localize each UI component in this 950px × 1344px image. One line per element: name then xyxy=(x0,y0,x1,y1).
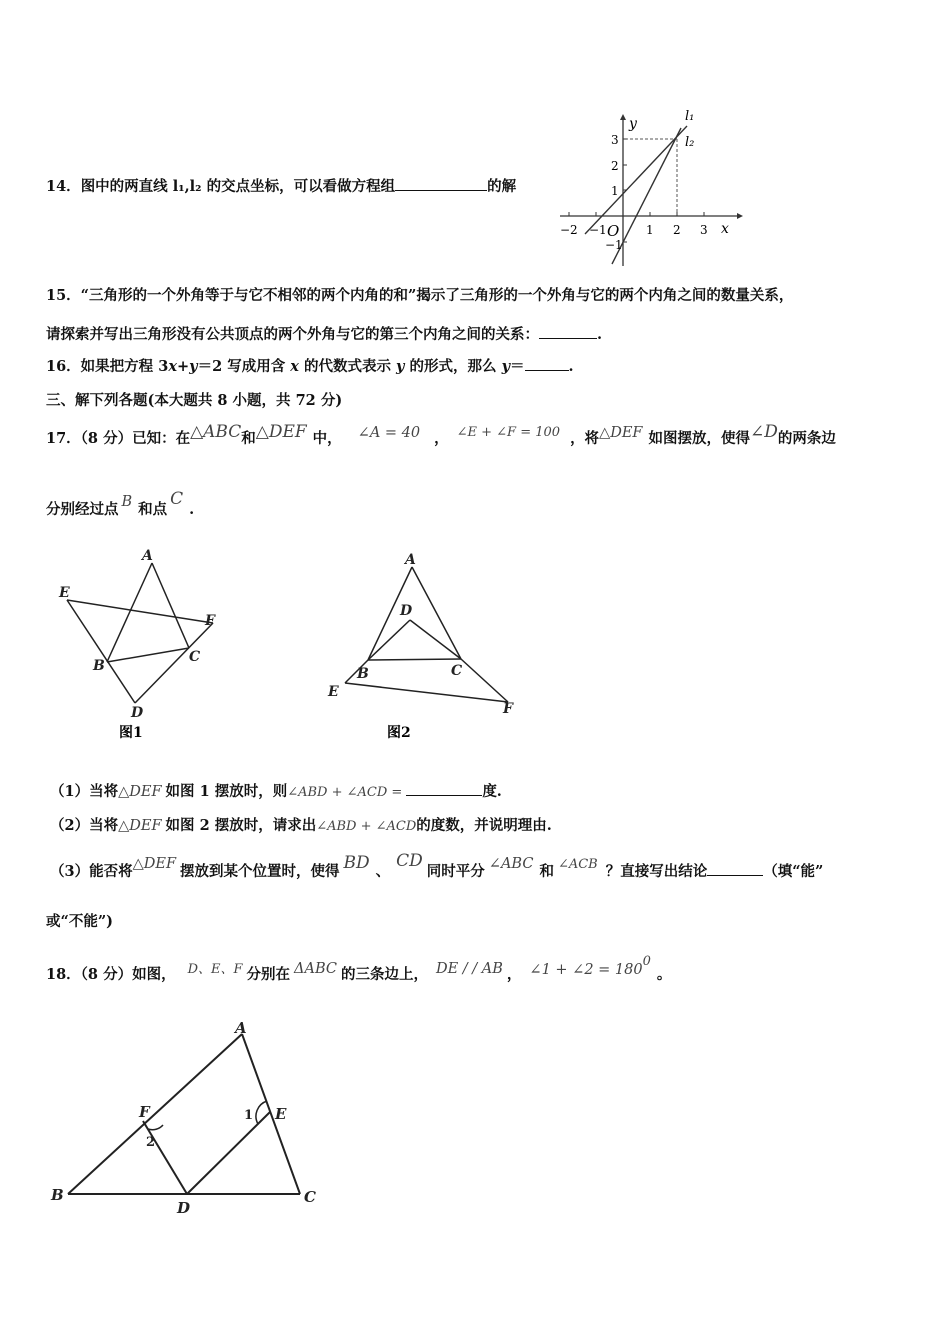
q17-p3-angle-acb: ∠ACB xyxy=(557,857,598,872)
q18-end: 。 xyxy=(656,965,672,983)
q17-p2-expr: ∠ABD + ∠ACD xyxy=(316,819,417,834)
q14-y-tick: 3 xyxy=(611,133,619,147)
fig2-label-a: A xyxy=(405,552,416,568)
fig1-label-f: F xyxy=(205,613,215,629)
q17-point-c: C xyxy=(170,489,184,509)
q14-text-b: 的交点坐标，可以看做方程组 xyxy=(201,178,396,195)
question-15-line-2 xyxy=(46,325,602,345)
q17-p2-text-a: （2）当将 xyxy=(50,817,119,834)
q14-y-tick: 2 xyxy=(611,159,619,173)
q14-x-tick: −1 xyxy=(589,223,607,237)
q16-var-y: y xyxy=(189,358,198,375)
q17-angle-d: ∠D xyxy=(750,422,778,442)
q17-comma: ， xyxy=(434,430,449,447)
q14-origin-label: O xyxy=(607,222,620,240)
fig18-label-c: C xyxy=(304,1188,316,1206)
q17-p1-expr: ∠ABD + ∠ACD = xyxy=(287,785,403,800)
q17-p1-text-c: 度. xyxy=(482,783,502,800)
q14-x-tick: 1 xyxy=(646,223,654,237)
q17-line2-text: 分别经过点 xyxy=(46,501,119,518)
q18-text-a: 分别在 xyxy=(246,965,291,983)
q17-end: 的两条边 xyxy=(777,430,836,447)
section-3-heading: 三、解下列各题(本大题共 8 小题，共 72 分) xyxy=(46,392,343,409)
q14-number: 14． xyxy=(46,178,81,195)
fig1-label-b: B xyxy=(93,658,105,674)
q17-p2-text-c: 的度数，并说明理由. xyxy=(416,817,552,834)
question-18 xyxy=(46,954,672,989)
q16-period: . xyxy=(568,358,574,375)
q17-p3-text-d: ？直接写出结论 xyxy=(605,863,708,880)
q17-triangle-def-2: △DEF xyxy=(599,425,643,441)
q17-p1-text-a: （1）当将 xyxy=(50,783,119,800)
question-16 xyxy=(46,357,574,377)
fig18-label-e: E xyxy=(275,1105,287,1123)
q14-x-label: x xyxy=(721,221,729,237)
fig2-label-f: F xyxy=(503,701,513,717)
q17-he: 和点 xyxy=(138,501,168,518)
q17-jiang: ，将 xyxy=(570,430,600,447)
q17-part-1 xyxy=(50,782,502,803)
question-15-line-1: 15．“三角形的一个外角等于与它不相邻的两个内角的和”揭示了三角形的一个外角与它的两个内角之间的数量关系， xyxy=(46,287,794,304)
q14-y-arrow xyxy=(620,114,626,120)
q15-text: 请探索并写出三角形没有公共顶点的两个外角与它的第三个内角之间的关系： xyxy=(46,326,539,343)
fig1-label-e: E xyxy=(59,585,70,601)
q16-var-x: x xyxy=(168,358,177,375)
q17-part-2 xyxy=(50,816,552,837)
q16-var-y: y xyxy=(501,358,511,375)
q14-l1-label: l₁ xyxy=(685,109,695,124)
q14-graph xyxy=(555,106,750,271)
q17-angle-a: ∠A = 40 xyxy=(357,425,421,441)
q17-p2-triangle: △DEF xyxy=(118,818,162,834)
q17-p1-answer-blank[interactable] xyxy=(406,795,482,796)
fig2-label-e: E xyxy=(328,684,339,700)
fig18-angle-2: 2 xyxy=(146,1135,156,1150)
fig1-label-a: A xyxy=(142,548,153,564)
q17-rest: 如图摆放，使得 xyxy=(648,430,750,447)
q17-p3-he: 和 xyxy=(539,863,554,880)
q14-text-c: 的解 xyxy=(487,178,517,195)
q17-p3-cd: CD xyxy=(396,851,423,871)
fig18-angle-1: 1 xyxy=(244,1108,254,1123)
q14-answer-blank[interactable] xyxy=(395,190,487,191)
q14-x-tick: −2 xyxy=(560,223,578,237)
q16-equals: ＝ xyxy=(510,358,525,375)
q14-x-tick: 2 xyxy=(673,223,681,237)
q18-degree-sup: 0 xyxy=(642,954,651,969)
q18-figure xyxy=(45,1015,335,1225)
q17-p3-text-a: （3）能否将 xyxy=(50,863,133,880)
q17-p1-triangle: △DEF xyxy=(118,784,162,800)
q18-comma: ， xyxy=(506,965,522,983)
q17-p3-bd: BD xyxy=(343,853,370,873)
q16-answer-blank[interactable] xyxy=(525,370,569,371)
q17-figure-1 xyxy=(55,545,230,745)
q15-period: . xyxy=(597,326,603,343)
q17-p3-text-b: 摆放到某个位置时，使得 xyxy=(180,863,340,880)
q16-text-d: 的代数式表示 xyxy=(298,358,397,375)
q14-x-tick: 3 xyxy=(700,223,708,237)
q17-dot: . xyxy=(189,501,195,518)
q18-triangle: ΔABC xyxy=(294,960,337,977)
fig2-caption: 图2 xyxy=(387,725,411,741)
q17-part-3 xyxy=(50,851,824,886)
q18-number: 18．（8 分）如图， xyxy=(46,965,176,983)
fig1-label-d: D xyxy=(131,705,144,721)
q17-part-3-line-2: 或“不能”) xyxy=(46,913,114,930)
q16-plus: + xyxy=(176,358,190,375)
q17-number: 17．（8 分）已知：在 xyxy=(46,430,191,447)
q14-lines: l₁,l₂ xyxy=(172,178,202,195)
q17-zhong: 中， xyxy=(312,430,342,447)
q18-text-b: 的三条边上， xyxy=(340,965,428,983)
q17-p3-triangle: △DEF xyxy=(132,856,177,872)
q14-text-a: 图中的两直线 xyxy=(80,178,173,195)
q17-p3-text-e: （填“能” xyxy=(763,863,824,880)
q17-triangle-def: △DEF xyxy=(255,422,307,442)
q14-y-tick: 1 xyxy=(611,184,619,198)
q17-p3-angle-abc: ∠ABC xyxy=(488,856,534,872)
q16-text-c: ＝2 写成用含 xyxy=(197,358,291,375)
q14-y-tick: −1 xyxy=(605,238,623,252)
fig1-label-c: C xyxy=(189,649,201,665)
q16-text-e: 的形式，那么 xyxy=(404,358,502,375)
q14-l2-label: l₂ xyxy=(685,135,695,150)
q16-var-x: x xyxy=(290,358,299,375)
q17-p3-answer-blank[interactable] xyxy=(707,875,763,876)
q17-triangle-abc: △ABC xyxy=(190,422,242,442)
q17-and: 和 xyxy=(241,430,256,447)
q16-var-y: y xyxy=(396,358,405,375)
fig18-label-d: D xyxy=(177,1199,191,1217)
q18-equation: ∠1 + ∠2 = 180 xyxy=(529,961,643,978)
q18-points: D、E、F xyxy=(187,961,243,977)
q18-parallel: DE / / AB xyxy=(435,960,503,977)
q14-x-arrow xyxy=(737,213,743,219)
question-17-line-2 xyxy=(46,489,195,523)
q17-p3-sep: 、 xyxy=(375,863,391,880)
question-14 xyxy=(46,177,516,197)
fig18-label-b: B xyxy=(51,1186,64,1204)
q17-point-b: B xyxy=(121,494,133,510)
q14-y-label: y xyxy=(629,116,637,132)
q17-p2-text-b: 如图 2 摆放时，请求出 xyxy=(165,817,317,834)
fig2-label-d: D xyxy=(400,603,413,619)
q17-angle-ef: ∠E + ∠F = 100 xyxy=(456,425,561,440)
fig2-label-c: C xyxy=(451,663,463,679)
fig2-label-b: B xyxy=(357,666,369,682)
q17-figure-2 xyxy=(325,545,525,745)
fig18-label-f: F xyxy=(139,1103,150,1121)
fig1-caption: 图1 xyxy=(119,725,143,741)
q16-text-a: 16．如果把方程 3 xyxy=(46,358,169,375)
q17-p3-text-c: 同时平分 xyxy=(426,863,485,880)
question-17-line-1 xyxy=(46,422,836,453)
fig18-label-a: A xyxy=(235,1019,247,1037)
q17-p1-text-b: 如图 1 摆放时，则 xyxy=(165,783,288,800)
q15-answer-blank[interactable] xyxy=(539,338,597,339)
